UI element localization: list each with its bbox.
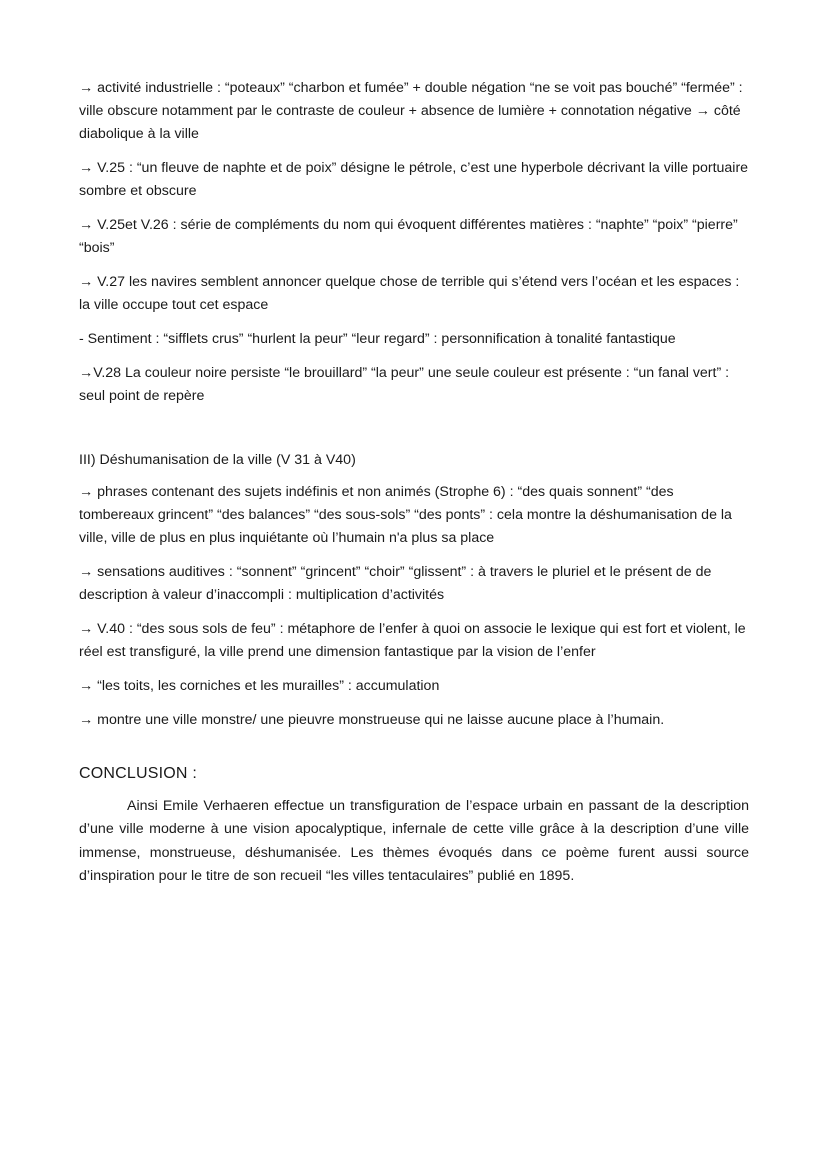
part3-item-monster: → montre une ville monstre/ une pieuvre monstrueuse qui ne laisse aucune place à l’humain. — [79, 712, 665, 728]
part2-item-sentiment: - Sentiment : “sifflets crus” “hurlent la peur” “leur regard” : personnification à tonalité fantastique — [79, 331, 676, 347]
part3-item-auditory: → sensations auditives : “sonnent” “grincent” “choir” “glissent” : à travers le pluriel et le présent de de description à valeur d’inaccompli : multiplication d’activités — [79, 564, 712, 603]
document-page — [79, 77, 749, 888]
part2-item-v28: →V.28 La couleur noire persiste “le brouillard” “la peur” une seule couleur est présente : “un fanal vert” : seul point de repère — [79, 365, 730, 404]
part2-item-v25-v26: → V.25et V.26 : série de compléments du nom qui évoquent différentes matières : “naphte” “poix” “pierre” “bois” — [79, 217, 738, 256]
part3-item-v40: → V.40 : “des sous sols de feu” : métaphore de l’enfer à quoi on associe le lexique qui est fort et violent, le réel est transfiguré, la ville prend une dimension fantastique par la vision de l’enfer — [79, 621, 746, 660]
part3-title: III) Déshumanisation de la ville (V 31 à V40) — [79, 452, 356, 468]
part3-item-subjects: → phrases contenant des sujets indéfinis et non animés (Strophe 6) : “des quais sonnent” “des tombereaux grincent” “des balances” “des sous-sols” “des ponts” : cela montre la déshumanisation de la ville, ville de plus en plus inquiétante où l’humain n'a plus sa place — [79, 484, 732, 546]
part3-item-accumulation: → “les toits, les corniches et les murailles” : accumulation — [79, 678, 440, 694]
part2-item-v25: → V.25 : “un fleuve de naphte et de poix” désigne le pétrole, c’est une hyperbole décrivant la ville portuaire sombre et obscure — [79, 160, 749, 199]
conclusion-heading: CONCLUSION : — [79, 765, 197, 782]
part2-item-industrial: → activité industrielle : “poteaux” “charbon et fumée” + double négation “ne se voit pas bouché” “fermée” : ville obscure notamment par le contraste de couleur + absence de lumière + connotation négative → côté diabolique à la ville — [79, 80, 743, 142]
conclusion-text: Ainsi Emile Verhaeren effectue un transfiguration de l’espace urbain en passant de la description d’une ville moderne à une vision apocalyptique, infernale de cette ville grâce à la description d’une ville immense, monstrueuse, déshumanisée. Les thèmes évoqués dans ce poème furent aussi source d’inspiration pour le titre de son recueil “les villes tentaculaires” publié en 1895. — [79, 798, 749, 884]
part2-item-v27: → V.27 les navires semblent annoncer quelque chose de terrible qui s’étend vers l’océan et les espaces : la ville occupe tout cet espace — [79, 274, 740, 313]
section-spacer — [79, 419, 749, 449]
